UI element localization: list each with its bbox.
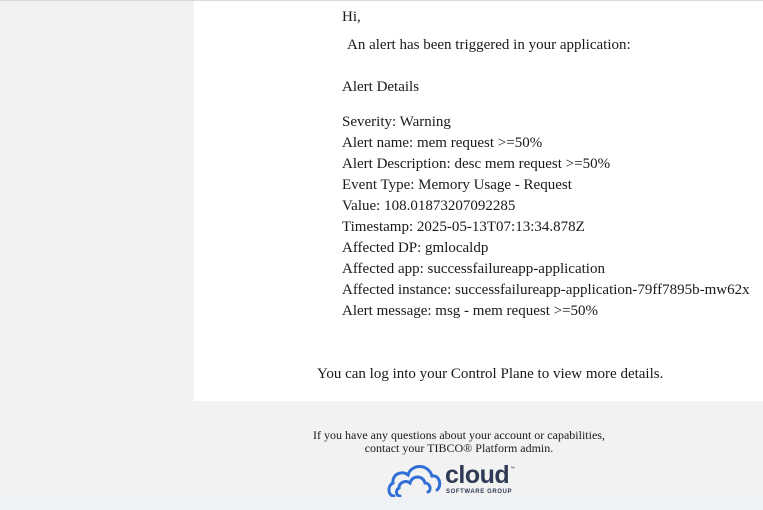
detail-affected-instance: Affected instance: successfailureapp-application-79ff7895b-mw62x	[342, 282, 750, 298]
greeting: Hi,	[342, 9, 361, 25]
footer-line-1: If you have any questions about your account or capabilities,	[313, 428, 605, 442]
detail-event-type: Event Type: Memory Usage - Request	[342, 177, 572, 193]
detail-alert-name: Alert name: mem request >=50%	[342, 135, 543, 151]
logo-subtitle: SOFTWARE GROUP	[446, 489, 513, 495]
logo-trademark: ™	[510, 466, 515, 472]
closing-text: You can log into your Control Plane to view more details.	[317, 366, 664, 382]
alert-details-title: Alert Details	[342, 79, 420, 95]
bottom-strip	[0, 497, 763, 510]
left-pane	[0, 1, 172, 497]
alert-intro: An alert has been triggered in your application:	[347, 37, 631, 53]
detail-alert-description: Alert Description: desc mem request >=50%	[342, 156, 611, 172]
detail-timestamp: Timestamp: 2025-05-13T07:13:34.878Z	[342, 219, 585, 235]
detail-severity: Severity: Warning	[342, 114, 451, 130]
detail-value: Value: 108.01873207092285	[342, 198, 516, 214]
detail-alert-message: Alert message: msg - mem request >=50%	[342, 303, 599, 319]
detail-affected-app: Affected app: successfailureapp-application	[342, 261, 605, 277]
footer-line-2: contact your TIBCO® Platform admin.	[364, 441, 554, 455]
alert-details-list	[342, 112, 750, 322]
logo-wordmark: cloud	[445, 461, 510, 489]
detail-affected-dp: Affected DP: gmlocaldp	[342, 240, 489, 256]
